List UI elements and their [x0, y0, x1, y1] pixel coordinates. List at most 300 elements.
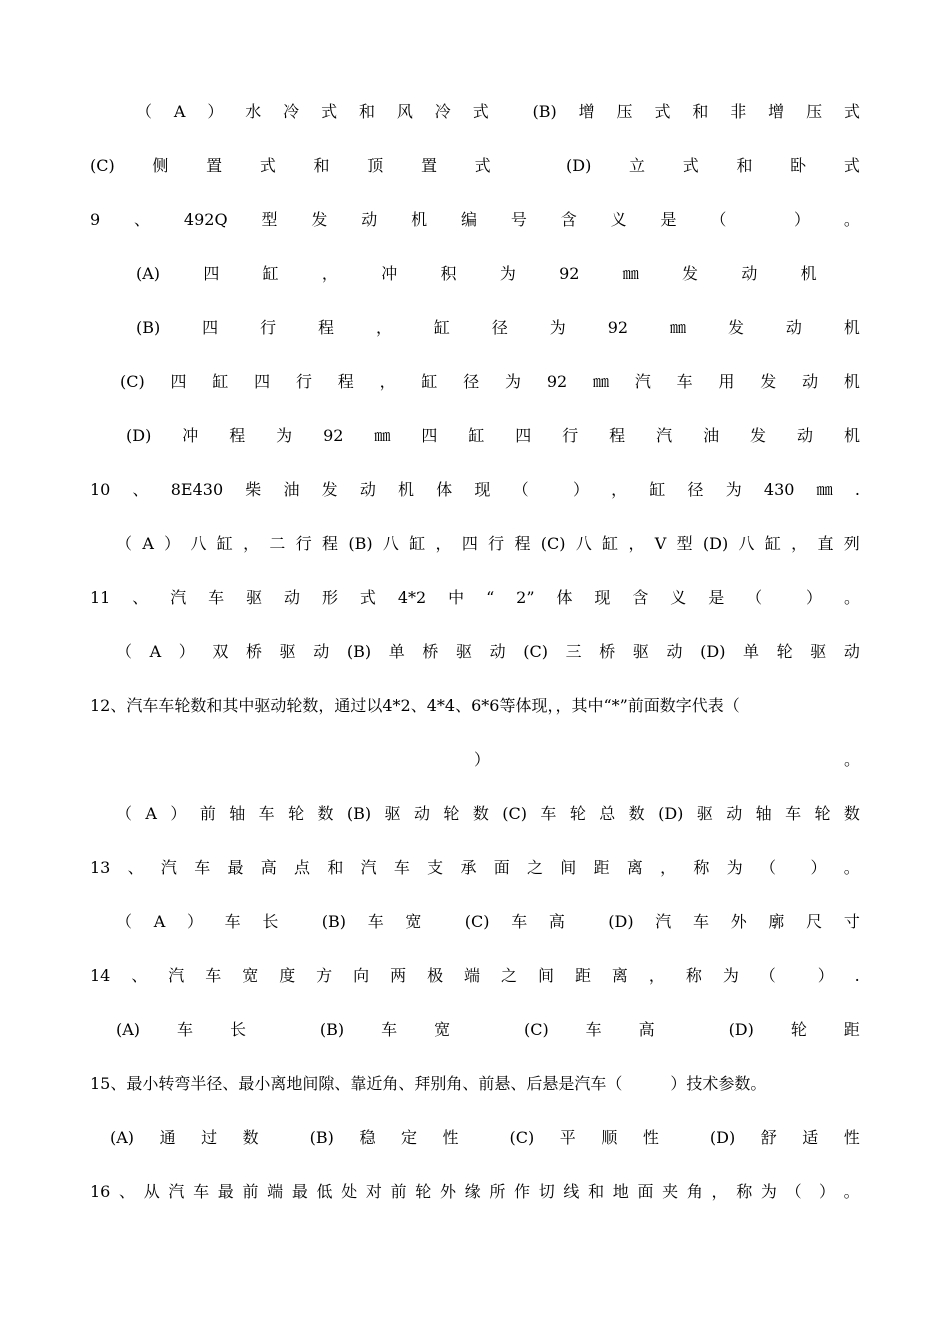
text-line: [136, 262, 860, 286]
text-token: 车: [367, 912, 384, 931]
text-token: (C): [120, 372, 145, 391]
text-token: 缸: [602, 534, 619, 553]
text-token: 驱: [810, 642, 827, 661]
text-token: ）: [818, 1182, 835, 1201]
text-token: 式: [654, 102, 671, 121]
text-token: 、: [134, 210, 151, 229]
text-token: 四: [421, 426, 438, 445]
text-token: 14: [90, 966, 111, 985]
text-token: 最: [227, 858, 244, 877]
text-token: 动: [666, 642, 683, 661]
text-token: 机: [411, 210, 428, 229]
text-token: ，: [379, 372, 396, 391]
text-token: (C): [540, 534, 566, 553]
text-token: 义: [610, 210, 627, 229]
text-token: 型: [676, 534, 693, 553]
text-token: ，: [648, 966, 665, 985]
text-token: 夹: [662, 1182, 679, 1201]
text-token: 车: [177, 1020, 194, 1039]
text-line: [90, 748, 860, 772]
text-token: 缸: [764, 534, 781, 553]
text-token: 发: [750, 426, 767, 445]
text-token: 距: [843, 1020, 860, 1039]
text-token: 通: [159, 1128, 176, 1147]
text-token: (D): [728, 1020, 754, 1039]
text-token: 。: [843, 858, 860, 877]
text-token: 高: [260, 858, 277, 877]
text-token: 为: [276, 426, 293, 445]
text-token: 。: [843, 588, 860, 607]
text-line: [90, 694, 880, 718]
text-token: 16: [90, 1182, 111, 1201]
text-token: 所: [489, 1182, 506, 1201]
text-token: 高: [638, 1020, 655, 1039]
text-token: 压: [806, 102, 823, 121]
text-token: 积: [440, 264, 457, 283]
text-token: 八: [738, 534, 755, 553]
text-token: 机: [800, 264, 817, 283]
text-line: [90, 1180, 860, 1204]
text-token: 缸: [433, 318, 450, 337]
text-line: [90, 208, 860, 232]
text-token: (C): [90, 156, 115, 175]
text-token: 最: [217, 1182, 234, 1201]
text-token: 柴: [245, 480, 262, 499]
text-token: 卧: [790, 156, 807, 175]
text-token: 缸: [468, 426, 485, 445]
text-token: 车: [194, 858, 211, 877]
text-token: (C): [523, 642, 549, 661]
text-token: 度: [279, 966, 296, 985]
text-token: 动: [802, 372, 819, 391]
text-token: 式: [843, 156, 860, 175]
text-token: (A): [110, 1128, 135, 1147]
text-token: 宽: [405, 912, 422, 931]
text-token: 数: [843, 804, 860, 823]
text-token: 为: [726, 858, 743, 877]
text-token: (B): [346, 804, 372, 823]
text-token: 冷: [434, 102, 451, 121]
text-token: 寸: [843, 912, 860, 931]
text-token: 为: [722, 966, 739, 985]
text-token: （: [116, 912, 133, 931]
text-token: 动: [489, 642, 506, 661]
text-token: 单: [743, 642, 760, 661]
text-token: 行: [295, 372, 312, 391]
text-token: 型: [261, 210, 278, 229]
text-token: 缸: [262, 264, 279, 283]
text-token: 驱: [279, 642, 296, 661]
text-token: ）: [817, 966, 834, 985]
text-token: 方: [316, 966, 333, 985]
text-token: 前: [199, 804, 216, 823]
text-token: 为: [549, 318, 566, 337]
text-token: 数: [628, 804, 645, 823]
text-token: 离: [611, 966, 628, 985]
text-token: (C): [509, 1128, 535, 1147]
text-token: 稳: [359, 1128, 376, 1147]
text-token: 轴: [755, 804, 772, 823]
text-token: (D): [608, 912, 634, 931]
text-token: 和: [736, 156, 753, 175]
text-token: 和: [588, 1182, 605, 1201]
text-token: A: [149, 642, 162, 661]
text-token: ）: [572, 480, 589, 499]
text-token: ，: [243, 534, 260, 553]
text-line: [116, 532, 860, 556]
text-token: 顶: [367, 156, 384, 175]
text-token: A: [173, 102, 186, 121]
text-token: 廓: [768, 912, 785, 931]
text-token: ㎜: [593, 372, 610, 391]
text-token: (D): [702, 534, 729, 553]
text-token: 作: [514, 1182, 531, 1201]
text-token: 双: [212, 642, 229, 661]
text-token: 舒: [760, 1128, 777, 1147]
text-token: 和: [313, 156, 330, 175]
text-token: 单: [388, 642, 405, 661]
text-token: 低: [316, 1182, 333, 1201]
text-token: A: [142, 534, 154, 553]
text-token: 四: [254, 372, 271, 391]
text-token: 二: [269, 534, 286, 553]
text-token: 间: [537, 966, 554, 985]
text-token: （: [116, 642, 133, 661]
text-line: [90, 478, 860, 502]
text-token: 轮: [790, 1020, 807, 1039]
text-token: 支: [427, 858, 444, 877]
text-token: 发: [321, 480, 338, 499]
text-token: (A): [136, 264, 161, 283]
text-token: 式: [472, 102, 489, 121]
text-token: 宽: [242, 966, 259, 985]
text-token: ）: [810, 858, 827, 877]
text-token: 、: [132, 588, 149, 607]
text-token: 侧: [152, 156, 169, 175]
text-token: 极: [427, 966, 444, 985]
text-token: (B): [319, 1020, 345, 1039]
text-token: 动: [359, 480, 376, 499]
text-token: ，: [628, 534, 645, 553]
text-token: A: [153, 912, 166, 931]
text-token: （: [759, 858, 776, 877]
text-token: 为: [499, 264, 516, 283]
text-token: 两: [390, 966, 407, 985]
text-token: 处: [341, 1182, 358, 1201]
text-token: 增: [578, 102, 595, 121]
text-token: (B): [309, 1128, 334, 1147]
text-token: 是: [660, 210, 677, 229]
text-token: 径: [491, 318, 508, 337]
text-token: 体: [556, 588, 573, 607]
text-token: 驱: [456, 642, 473, 661]
text-token: (D): [700, 642, 726, 661]
text-token: 义: [670, 588, 687, 607]
text-token: 现: [594, 588, 611, 607]
text-line: [136, 100, 860, 124]
text-token: 汽: [656, 426, 673, 445]
text-token: 四: [202, 318, 219, 337]
text-token: 汽: [168, 1182, 185, 1201]
text-token: 含: [632, 588, 649, 607]
text-token: 冷: [283, 102, 300, 121]
text-token: 、: [119, 1182, 136, 1201]
text-token: ）: [207, 102, 224, 121]
text-token: 动: [796, 426, 813, 445]
text-token: 桥: [599, 642, 616, 661]
text-token: 缘: [464, 1182, 481, 1201]
text-token: 性: [843, 1128, 860, 1147]
text-token: 程: [229, 426, 246, 445]
text-token: ）: [806, 588, 823, 607]
text-token: 桥: [422, 642, 439, 661]
text-token: 92: [323, 426, 344, 445]
text-token: ㎜: [816, 480, 833, 499]
text-token: 驱: [246, 588, 263, 607]
text-token: 增: [768, 102, 785, 121]
text-token: 缸: [409, 534, 426, 553]
text-token: 缸: [216, 534, 233, 553]
text-token: 外: [730, 912, 747, 931]
text-token: （: [512, 480, 529, 499]
text-token: 。: [843, 210, 860, 229]
text-token: 切: [538, 1182, 555, 1201]
text-token: 车: [205, 966, 222, 985]
text-token: ，: [435, 534, 452, 553]
text-token: 式: [474, 156, 491, 175]
text-token: 车: [540, 804, 557, 823]
text-token: 列: [843, 534, 860, 553]
text-token: 驱: [696, 804, 713, 823]
text-token: 线: [563, 1182, 580, 1201]
text-token: 车: [224, 912, 241, 931]
text-token: ，: [611, 480, 628, 499]
text-token: 13: [90, 858, 111, 877]
text-line: [90, 856, 860, 880]
text-token: (C): [523, 1020, 549, 1039]
text-token: 角: [686, 1182, 703, 1201]
text-token: 程: [322, 534, 339, 553]
text-token: 动: [785, 318, 802, 337]
text-token: 程: [337, 372, 354, 391]
text-token: 汽: [634, 372, 651, 391]
text-token: 车: [193, 1182, 210, 1201]
text-token: 车: [393, 858, 410, 877]
text-token: 数: [317, 804, 334, 823]
text-token: 离: [626, 858, 643, 877]
text-token: 称: [693, 858, 710, 877]
text-token: ㎜: [622, 264, 639, 283]
text-token: 三: [565, 642, 582, 661]
text-token: 向: [353, 966, 370, 985]
text-token: 适: [802, 1128, 819, 1147]
text-token: 长: [229, 1020, 246, 1039]
text-token: 、: [127, 858, 144, 877]
text-token: （: [710, 210, 727, 229]
text-token: 机: [843, 372, 860, 391]
text-token: 油: [703, 426, 720, 445]
text-token: 行: [295, 534, 312, 553]
text-token: 数: [242, 1128, 259, 1147]
text-token: 顺: [601, 1128, 618, 1147]
text-token: ）: [474, 750, 491, 769]
text-token: 式: [321, 102, 338, 121]
text-token: 程: [609, 426, 626, 445]
text-token: 宽: [434, 1020, 451, 1039]
text-token: 为: [725, 480, 742, 499]
text-token: (B): [346, 642, 372, 661]
text-token: 长: [262, 912, 279, 931]
text-token: 4*2: [397, 588, 427, 607]
text-token: （: [136, 102, 153, 121]
text-token: 430: [763, 480, 795, 499]
text-token: 动: [843, 642, 860, 661]
text-token: 式: [259, 156, 276, 175]
text-token: 车: [785, 804, 802, 823]
text-token: 直: [817, 534, 834, 553]
text-token: (D): [658, 804, 684, 823]
text-token: 水: [245, 102, 262, 121]
text-token: 面: [493, 858, 510, 877]
text-token: 行: [562, 426, 579, 445]
text-token: 机: [843, 426, 860, 445]
text-token: ，: [375, 318, 392, 337]
text-token: 对: [365, 1182, 382, 1201]
text-token: 八: [190, 534, 207, 553]
text-token: 发: [682, 264, 699, 283]
text-token: 轮: [288, 804, 305, 823]
text-token: 动: [414, 804, 431, 823]
text-token: 是: [708, 588, 725, 607]
text-token: 立: [629, 156, 646, 175]
text-token: 桥: [246, 642, 263, 661]
text-token: 四: [203, 264, 220, 283]
text-token: ）: [186, 912, 203, 931]
text-token: 92: [559, 264, 580, 283]
text-token: 和: [327, 858, 344, 877]
text-token: ，: [711, 1182, 728, 1201]
text-token: 动: [361, 210, 378, 229]
text-token: 动: [284, 588, 301, 607]
text-line: [116, 1018, 860, 1042]
text-token: 缸: [421, 372, 438, 391]
text-token: 汽: [170, 588, 187, 607]
text-token: 距: [574, 966, 591, 985]
text-token: 性: [442, 1128, 459, 1147]
text-token: 轮: [443, 804, 460, 823]
text-token: 压: [616, 102, 633, 121]
text-token: 最: [291, 1182, 308, 1201]
text-token: 车: [208, 588, 225, 607]
text-token: (B): [136, 318, 161, 337]
text-token: 。: [843, 1182, 860, 1201]
text-token: 置: [206, 156, 223, 175]
text-token: 轮: [776, 642, 793, 661]
text-token: （: [785, 1182, 802, 1201]
text-token: 体: [436, 480, 453, 499]
text-token: 92: [607, 318, 629, 337]
text-token: ）: [164, 534, 181, 553]
text-token: 汽: [160, 858, 177, 877]
text-token: 前: [242, 1182, 259, 1201]
text-token: (C): [502, 804, 527, 823]
text-token: 9: [90, 210, 101, 229]
text-line: [126, 424, 860, 448]
text-token: 之: [501, 966, 518, 985]
text-token: 含: [560, 210, 577, 229]
text-token: 四: [461, 534, 478, 553]
text-token: 轮: [569, 804, 586, 823]
text-token: .: [854, 480, 860, 499]
text-token: 用: [718, 372, 735, 391]
text-line: [90, 154, 860, 178]
text-token: 号: [510, 210, 527, 229]
text-token: 动: [726, 804, 743, 823]
text-token: 车: [381, 1020, 398, 1039]
text-token: 为: [760, 1182, 777, 1201]
text-token: 15、最小转弯半径、最小离地间隙、靠近角、拜别角、前悬、后悬是汽车（ ）技术参数。: [90, 1074, 767, 1093]
text-token: 缸: [212, 372, 229, 391]
text-token: “: [486, 588, 495, 607]
text-token: ）: [178, 642, 195, 661]
text-token: 车: [585, 1020, 602, 1039]
text-token: 8E430: [170, 480, 224, 499]
text-token: 称: [736, 1182, 753, 1201]
text-token: 和: [358, 102, 375, 121]
text-token: 车: [693, 912, 710, 931]
text-token: 距: [593, 858, 610, 877]
text-token: 动: [741, 264, 758, 283]
text-token: 轮: [814, 804, 831, 823]
text-token: ㎜: [374, 426, 391, 445]
text-token: ，: [660, 858, 677, 877]
text-token: 、: [131, 966, 148, 985]
text-token: (C): [464, 912, 490, 931]
text-token: ）: [794, 210, 811, 229]
text-token: (D): [126, 426, 152, 445]
text-token: 数: [472, 804, 489, 823]
text-token: 轮: [415, 1182, 432, 1201]
text-token: 油: [283, 480, 300, 499]
text-token: 式: [843, 102, 860, 121]
text-token: ）: [170, 804, 187, 823]
text-token: (B): [348, 534, 373, 553]
text-token: 中: [448, 588, 465, 607]
text-token: 驱: [632, 642, 649, 661]
text-token: 车: [258, 804, 275, 823]
text-token: 程: [318, 318, 335, 337]
text-token: (B): [321, 912, 346, 931]
text-token: 10: [90, 480, 111, 499]
text-line: [116, 640, 860, 664]
text-token: A: [145, 804, 157, 823]
text-token: V: [654, 534, 667, 553]
text-token: 轴: [229, 804, 246, 823]
text-token: 间: [560, 858, 577, 877]
text-token: 四: [170, 372, 187, 391]
text-token: 冲: [381, 264, 398, 283]
text-line: [116, 802, 860, 826]
text-token: 径: [687, 480, 704, 499]
text-token: 总: [599, 804, 616, 823]
text-token: 风: [396, 102, 413, 121]
text-token: 前: [390, 1182, 407, 1201]
text-token: 端: [267, 1182, 284, 1201]
text-token: 之: [527, 858, 544, 877]
text-token: 行: [488, 534, 505, 553]
text-token: 492Q: [183, 210, 228, 229]
text-token: (A): [116, 1020, 141, 1039]
